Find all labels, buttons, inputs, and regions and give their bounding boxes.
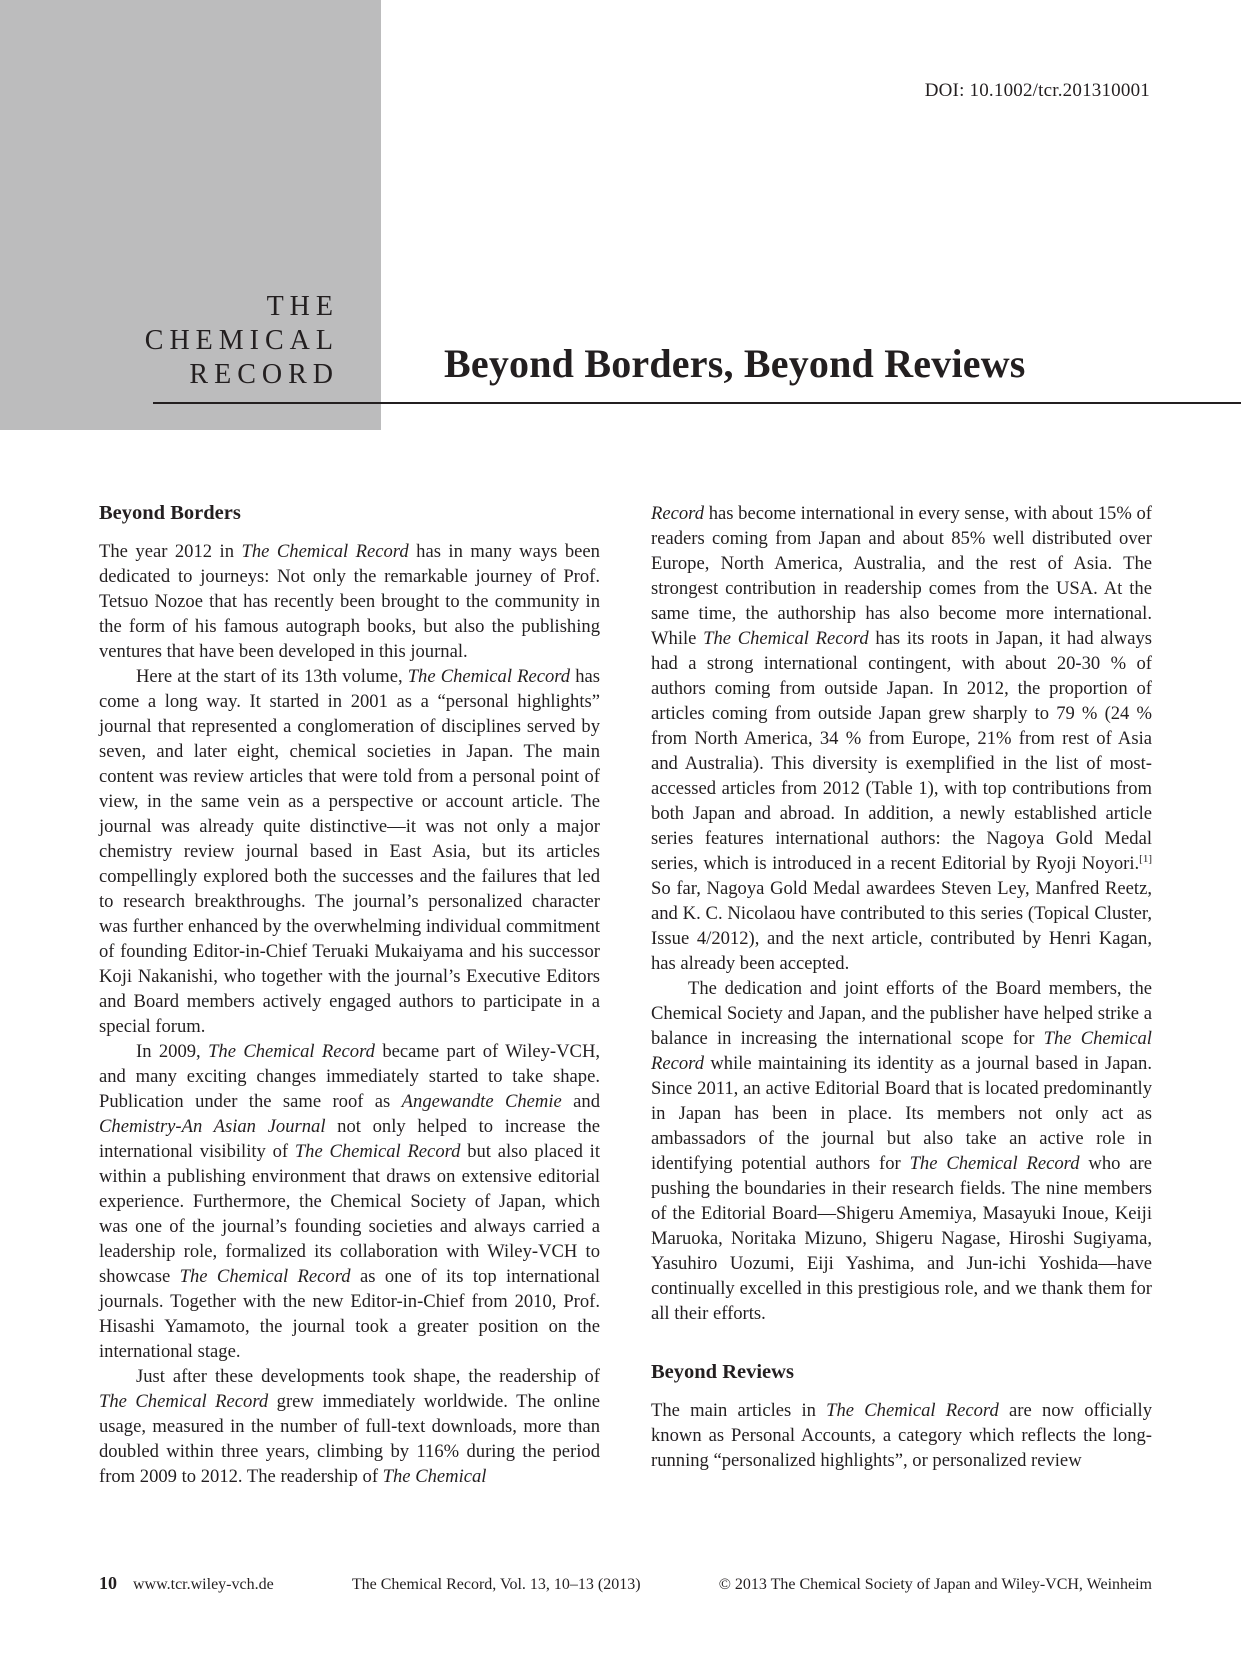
paragraph: Record has become international in every sense, with about 15% of readers coming from Japan and about 85% well distributed over Europe, North America, Australia, and the rest of Asia. The strongest contribution in readership comes from the USA. At the same time, the authorship has also become more international. While The Chemical Record has its roots in Japan, it had always had a strong international contingent, with about 20-30 % of authors coming from outside Japan. In 2012, the proportion of articles coming from outside Japan grew sharply to 79 % (24 % from North America, 34 % from Europe, 21% from rest of Asia and Australia). This diversity is exemplified in the list of most-accessed articles from 2012 (Table 1), with top contributions from both Japan and abroad. In addition, a newly established article series features international authors: the Nagoya Gold Medal series, which is introduced in a recent Editorial by Ryoji Noyori.[1] So far, Nagoya Gold Medal awardees Steven Ley, Manfred Reetz, and K. C. Nicolaou have contributed to this series (Topical Cluster, Issue 4/2012), and the next article, contributed by Henri Kagan, has already been accepted.	[651, 503, 1152, 974]
journal-logo-line: THE	[266, 291, 339, 322]
paragraph: The main articles in The Chemical Record are now officially known as Personal Accounts, a category which reflects the long-running “personalized highlights”, or personalized review	[651, 1400, 1153, 1471]
title-rule	[153, 402, 1241, 404]
journal-logo-line: RECORD	[189, 359, 339, 390]
paragraph: The year 2012 in The Chemical Record has in many ways been dedicated to journeys: Not only the remarkable journey of Prof. Tetsuo Nozoe that has recently been brought to the community in the form of his famous autograph books, but also the publishing ventures that have been developed in this journal.	[99, 541, 600, 662]
right-column	[651, 501, 1152, 1473]
section-heading: Beyond Borders	[99, 502, 241, 524]
doi-label: DOI: 10.1002/tcr.201310001	[924, 80, 1150, 101]
page-footer	[99, 1573, 1152, 1594]
journal-url[interactable]: www.tcr.wiley-vch.de	[133, 1576, 274, 1593]
copyright-line: © 2013 The Chemical Society of Japan and Wiley-VCH, Weinheim	[718, 1576, 1152, 1593]
article-title: Beyond Borders, Beyond Reviews	[444, 341, 1026, 386]
paragraph: Just after these developments took shape, the readership of The Chemical Record grew immediately worldwide. The online usage, measured in the number of full-text downloads, more than doubled within three years, climbing by 116% during the period from 2009 to 2012. The readership of The Chemical	[99, 1366, 601, 1487]
citation-reference[interactable]: [1]	[1139, 852, 1152, 865]
citation-line: The Chemical Record, Vol. 13, 10–13 (2013)	[351, 1576, 641, 1593]
paragraph: Here at the start of its 13th volume, The Chemical Record has come a long way. It started in 2001 as a “personal highlights” journal that represented a conglomeration of disciplines served by seven, and later eight, chemical societies in Japan. The main content was review articles that were told from a personal point of view, in the same vein as a perspective or account article. The journal was already quite distinctive—it was not only a major chemistry review journal based in East Asia, but its articles compellingly explored both the successes and the failures that led to research breakthroughs. The journal’s personalized character was further enhanced by the overwhelming individual commitment of founding Editor-in-Chief Teruaki Mukaiyama and his successor Koji Nakanishi, who together with the journal’s Executive Editors and Board members actively engaged authors to participate in a special forum.	[99, 666, 601, 1037]
section-heading: Beyond Reviews	[651, 1361, 794, 1383]
journal-logo-line: CHEMICAL	[144, 325, 339, 356]
journal-logo	[145, 290, 339, 392]
left-column	[99, 501, 600, 1489]
paragraph: In 2009, The Chemical Record became part of Wiley-VCH, and many exciting changes immediately started to take shape. Publication under the same roof as Angewandte Chemie and Chemistry-An Asian Journal not only helped to increase the international visibility of The Chemical Record but also placed it within a publishing environment that draws on extensive editorial experience. Furthermore, the Chemical Society of Japan, which was one of the journal’s founding societies and always carried a leadership role, formalized its collaboration with Wiley-VCH to showcase The Chemical Record as one of its top international journals. Together with the new Editor-in-Chief from 2010, Prof. Hisashi Yamamoto, the journal took a greater position on the international stage.	[99, 1041, 601, 1362]
paragraph: The dedication and joint efforts of the Board members, the Chemical Society and Japan, and the publisher have helped strike a balance in increasing the international scope for The Chemical Record while maintaining its identity as a journal based in Japan. Since 2011, an active Editorial Board that is located predominantly in Japan has been in place. Its members not only act as ambassadors of the journal but also take an active role in identifying potential authors for The Chemical Record who are pushing the boundaries in their research fields. The nine members of the Editorial Board—Shigeru Amemiya, Masayuki Inoue, Keiji Maruoka, Noritaka Mizuno, Shigeru Nagase, Hiroshi Sugiyama, Yasuhiro Uozumi, Eiji Yashima, and Jun-ichi Yoshida—have continually excelled in this prestigious role, and we thank them for all their efforts.	[651, 978, 1152, 1324]
page-number: 10	[99, 1573, 117, 1593]
